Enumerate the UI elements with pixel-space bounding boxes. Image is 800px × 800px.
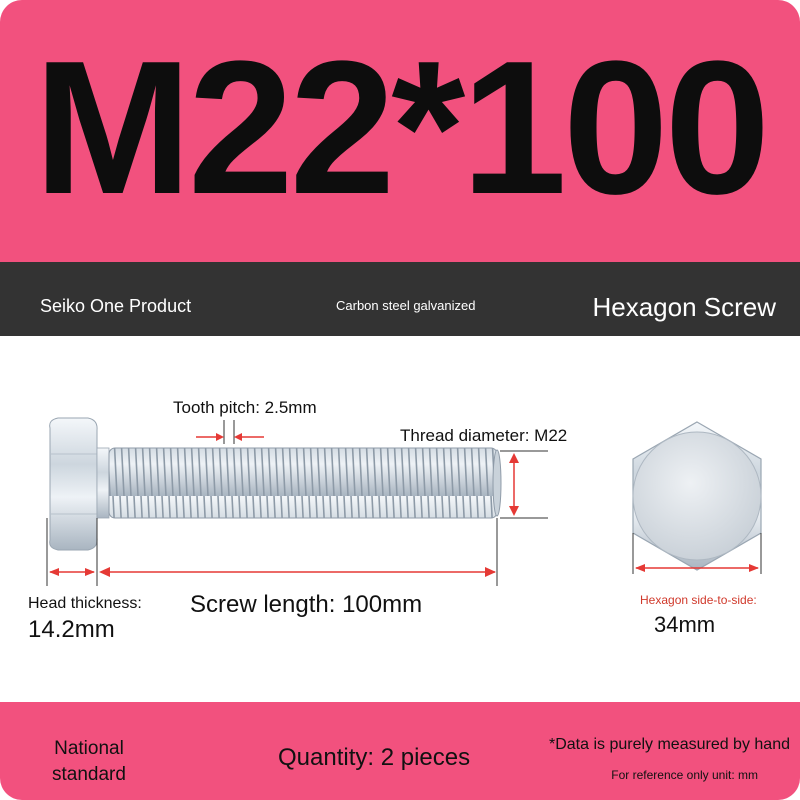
unit-note: For reference only unit: mm <box>611 768 758 782</box>
measurement-note: *Data is purely measured by hand <box>548 736 790 753</box>
material-text: Carbon steel galvanized <box>336 298 476 313</box>
title-banner <box>0 0 800 262</box>
brand-text: Seiko One Product <box>40 296 192 316</box>
head-thickness-label: Head thickness: <box>28 595 142 612</box>
footer-banner <box>0 702 800 800</box>
screw-length-label: Screw length: 100mm <box>190 591 423 618</box>
hexagon-end-view <box>633 422 761 574</box>
info-bar <box>0 262 800 336</box>
hex-side-value: 34mm <box>654 612 716 637</box>
product-type-text: Hexagon Screw <box>592 292 776 322</box>
bolt-head <box>50 418 109 550</box>
product-title: M22*100 <box>33 22 767 234</box>
standard-line-2: standard <box>52 764 126 785</box>
tooth-pitch-marker <box>196 420 264 444</box>
quantity-text: Quantity: 2 pieces <box>278 744 471 771</box>
thread-diameter-dimension <box>500 451 548 518</box>
standard-line-1: National <box>54 738 124 759</box>
thread-diameter-label: Thread diameter: M22 <box>400 426 568 445</box>
hex-side-label: Hexagon side-to-side: <box>640 593 757 607</box>
bolt-shank <box>109 448 501 518</box>
screw-length-dimension <box>99 518 497 586</box>
tooth-pitch-label: Tooth pitch: 2.5mm <box>173 398 317 417</box>
standard-text <box>52 736 126 788</box>
head-thickness-value: 14.2mm <box>28 616 115 643</box>
bolt-illustration <box>0 336 800 702</box>
bolt-diagram <box>0 336 800 702</box>
